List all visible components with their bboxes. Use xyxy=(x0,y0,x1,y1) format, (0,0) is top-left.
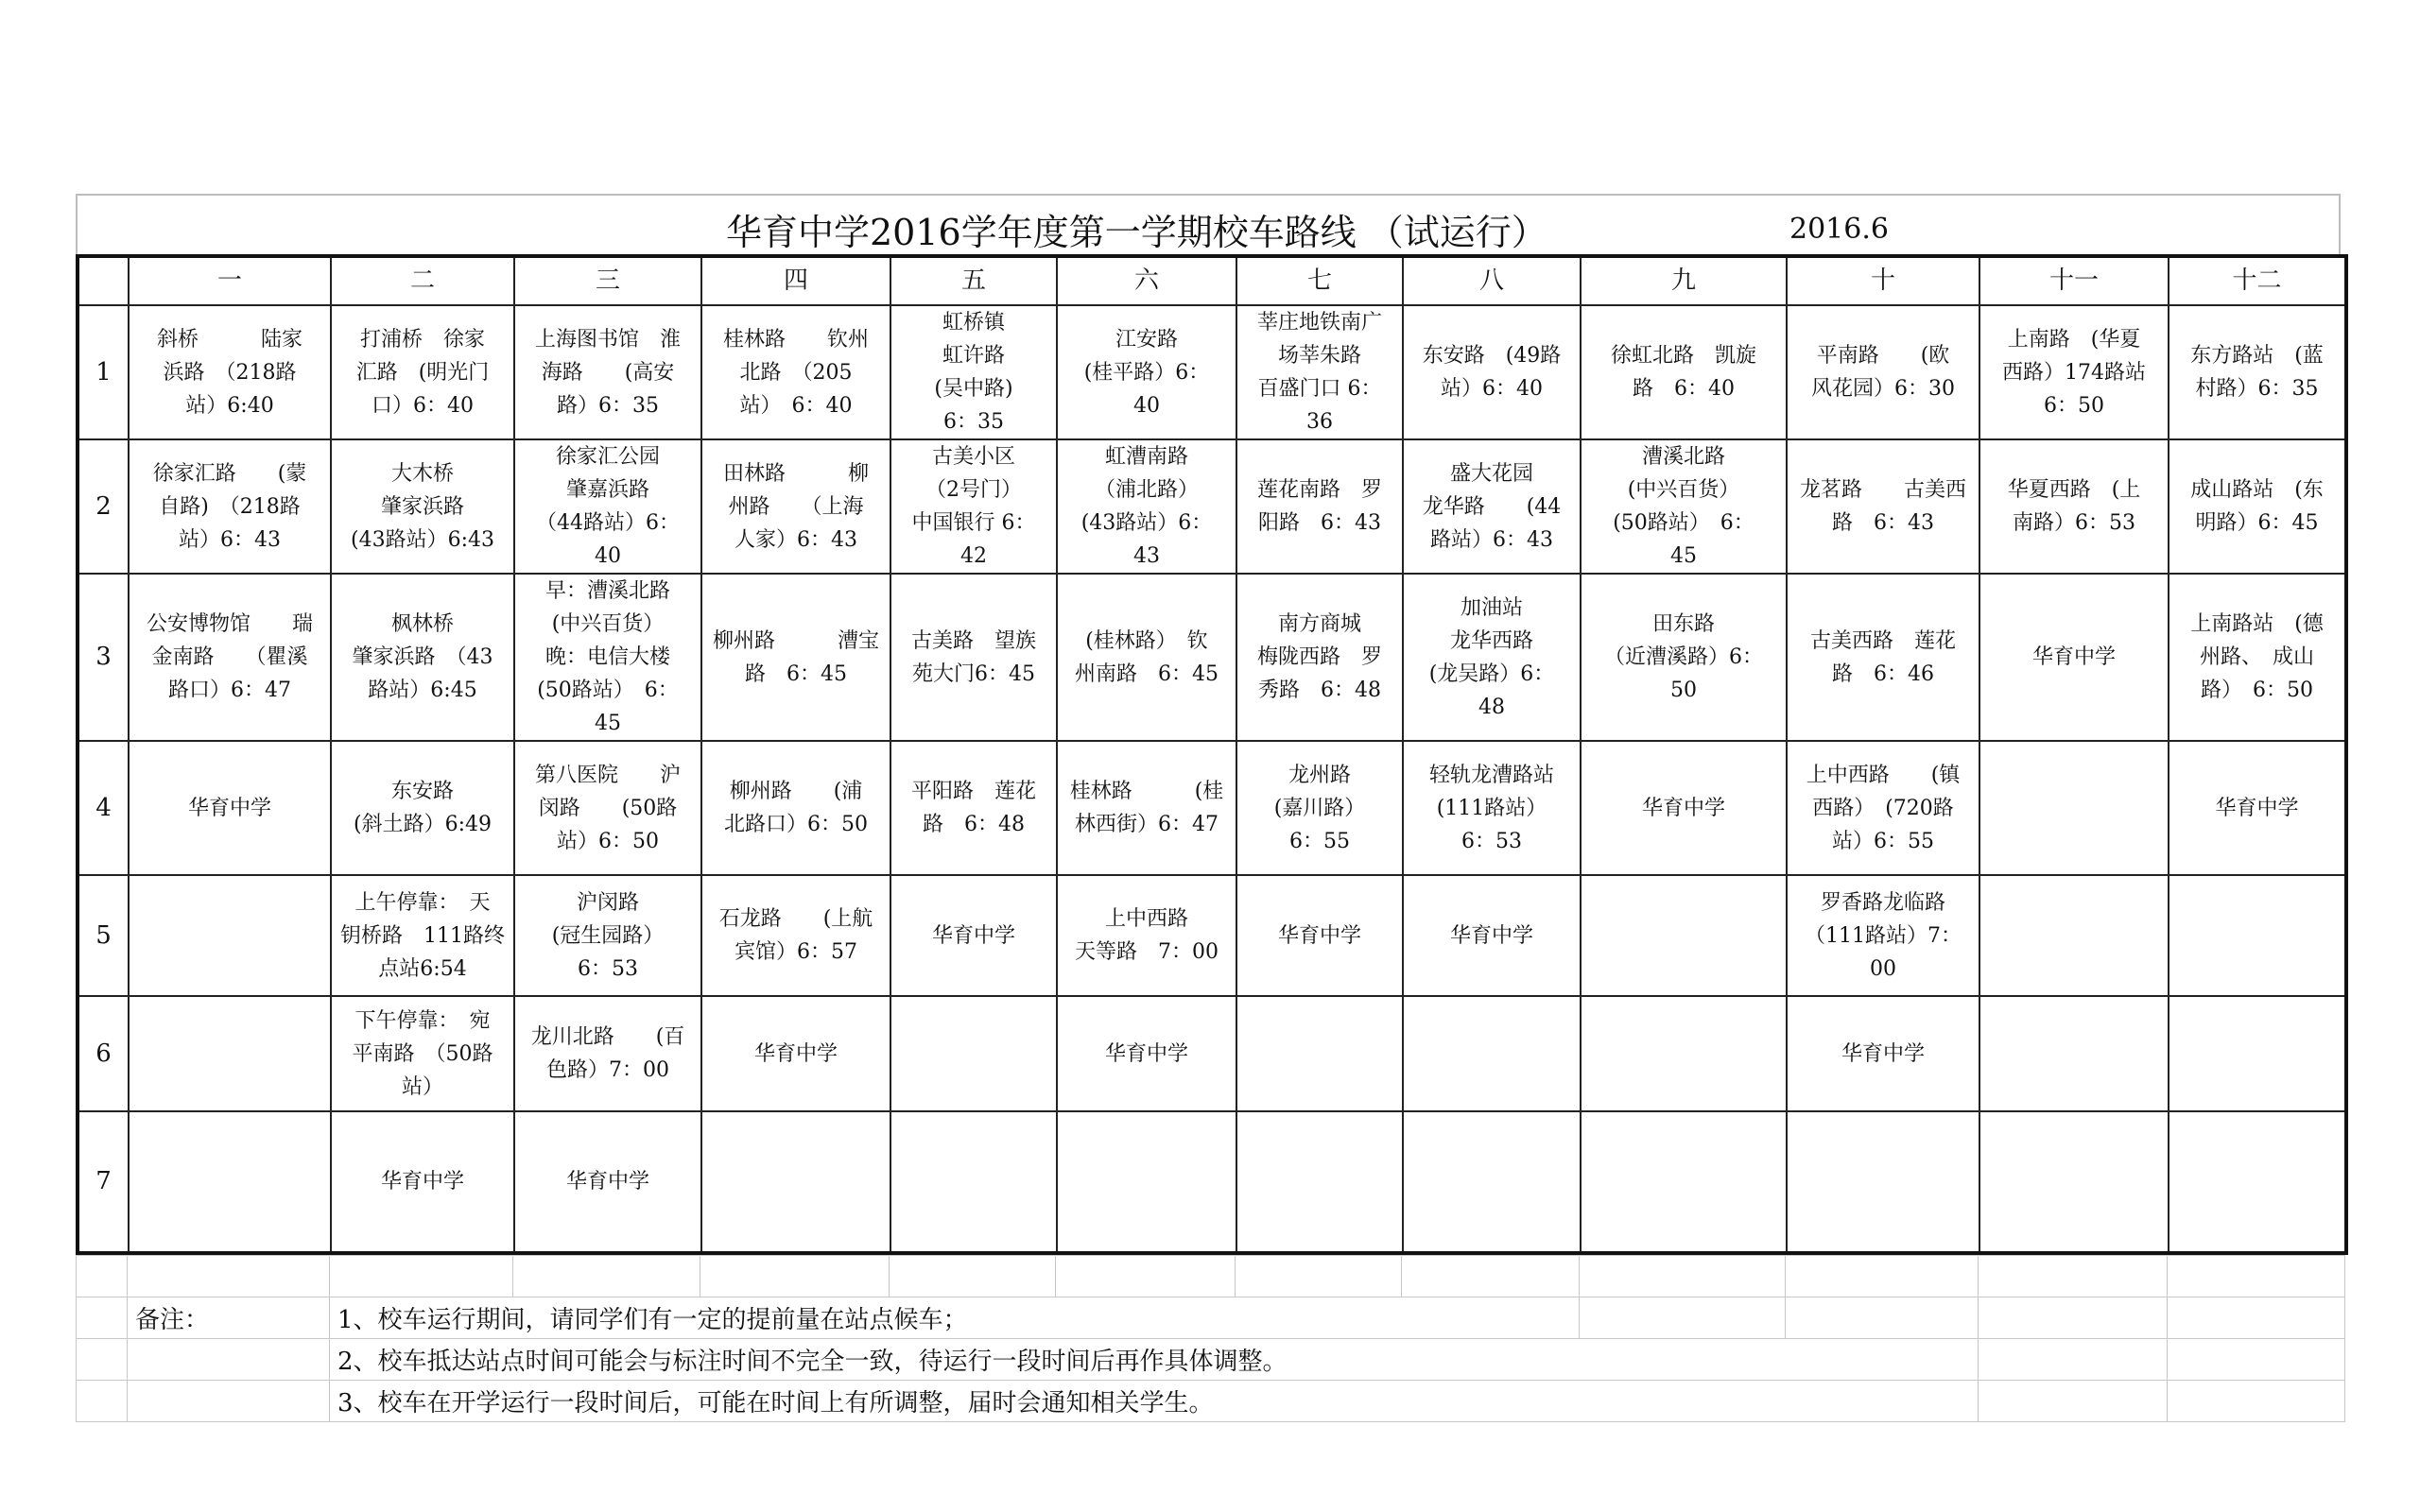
route-header: 二 xyxy=(331,256,514,305)
stop-row xyxy=(78,996,2346,1111)
stop-cell xyxy=(890,996,1057,1111)
notes-row-2 xyxy=(77,1339,2345,1381)
stop-cell xyxy=(129,875,331,996)
stop-cell: 龙川北路 (百 色路）7：00 xyxy=(514,996,701,1111)
stop-cell xyxy=(1236,996,1403,1111)
stop-cell: 龙州路 (嘉川路） 6：55 xyxy=(1236,741,1403,875)
stop-cell: 上南路站 (德 州路、 成山 路） 6：50 xyxy=(2169,574,2346,741)
stop-cell xyxy=(701,1111,890,1253)
stop-number: 1 xyxy=(78,305,129,439)
notes-spacer-row xyxy=(77,1256,2345,1297)
route-header: 一 xyxy=(129,256,331,305)
stop-cell: 盛大花园 龙华路 (44 路站）6：43 xyxy=(1403,439,1581,574)
stop-cell xyxy=(1236,1111,1403,1253)
stop-cell: 柳州路 (浦 北路口）6：50 xyxy=(701,741,890,875)
stop-cell: 枫林桥 肇家浜路 （43 路站）6:45 xyxy=(331,574,514,741)
stop-cell: 桂林路 钦州 北路 （205 站） 6：40 xyxy=(701,305,890,439)
stop-cell xyxy=(2169,996,2346,1111)
stop-cell: 虹桥镇 虹许路 (吴中路) 6：35 xyxy=(890,305,1057,439)
stop-cell: 早：漕溪北路 (中兴百货） 晚：电信大楼 (50路站） 6： 45 xyxy=(514,574,701,741)
stop-cell: 平南路 (欧 风花园）6：30 xyxy=(1787,305,1979,439)
stop-cell xyxy=(1581,996,1787,1111)
title-date: 2016.6 xyxy=(1789,213,1889,246)
stop-cell: 华育中学 xyxy=(2169,741,2346,875)
stop-row xyxy=(78,305,2346,439)
stop-cell: 华育中学 xyxy=(1979,574,2169,741)
stop-cell: 莘庄地铁南广 场莘朱路 百盛门口 6： 36 xyxy=(1236,305,1403,439)
stop-cell xyxy=(1979,741,2169,875)
stop-row xyxy=(78,741,2346,875)
route-header: 十二 xyxy=(2169,256,2346,305)
stop-row xyxy=(78,439,2346,574)
stop-cell: 石龙路 (上航 宾馆）6：57 xyxy=(701,875,890,996)
stop-cell: 罗香路龙临路 （111路站）7： 00 xyxy=(1787,875,1979,996)
stop-cell: 东安路 (斜土路）6:49 xyxy=(331,741,514,875)
title-cell xyxy=(77,195,2340,254)
stop-cell: 古美路 望族 苑大门6：45 xyxy=(890,574,1057,741)
stop-cell: 上海图书馆 淮 海路 (高安 路）6：35 xyxy=(514,305,701,439)
stop-cell: 第八医院 沪 闵路 (50路 站）6：50 xyxy=(514,741,701,875)
route-grid xyxy=(76,254,2348,1255)
stop-number: 4 xyxy=(78,741,129,875)
stop-cell xyxy=(890,1111,1057,1253)
stop-cell: 下午停靠： 宛 平南路 （50路 站） xyxy=(331,996,514,1111)
stop-cell: (桂林路） 钦 州南路 6：45 xyxy=(1057,574,1236,741)
stop-cell: 古美西路 莲花 路 6：46 xyxy=(1787,574,1979,741)
route-header: 三 xyxy=(514,256,701,305)
route-header: 六 xyxy=(1057,256,1236,305)
stop-cell xyxy=(129,996,331,1111)
stop-cell: 加油站 龙华西路 (龙吴路）6： 48 xyxy=(1403,574,1581,741)
stop-row xyxy=(78,574,2346,741)
timetable-sheet xyxy=(76,194,2344,1422)
stop-cell: 华育中学 xyxy=(1787,996,1979,1111)
note-item: 1、校车运行期间，请同学们有一定的提前量在站点候车； xyxy=(330,1297,1580,1339)
stop-cell: 南方商城 梅陇西路 罗 秀路 6：48 xyxy=(1236,574,1403,741)
stop-cell: 斜桥 陆家 浜路 （218路 站）6:40 xyxy=(129,305,331,439)
note-item: 2、校车抵达站点时间可能会与标注时间不完全一致，待运行一段时间后再作具体调整。 xyxy=(330,1339,1979,1381)
stop-cell: 东方路站 (蓝 村路）6：35 xyxy=(2169,305,2346,439)
route-header: 十一 xyxy=(1979,256,2169,305)
stop-cell: 华育中学 xyxy=(701,996,890,1111)
stop-cell: 江安路 (桂平路）6： 40 xyxy=(1057,305,1236,439)
stop-cell xyxy=(1581,1111,1787,1253)
stop-number: 3 xyxy=(78,574,129,741)
stop-cell xyxy=(1979,1111,2169,1253)
stop-cell: 轻轨龙漕路站 (111路站） 6：53 xyxy=(1403,741,1581,875)
stop-cell: 打浦桥 徐家 汇路 (明光门 口）6：40 xyxy=(331,305,514,439)
stop-cell: 成山路站 (东 明路）6：45 xyxy=(2169,439,2346,574)
stop-cell xyxy=(1979,996,2169,1111)
route-header: 七 xyxy=(1236,256,1403,305)
stop-cell: 田东路 （近漕溪路）6： 50 xyxy=(1581,574,1787,741)
stop-cell xyxy=(1403,996,1581,1111)
stop-cell: 徐虹北路 凯旋 路 6：40 xyxy=(1581,305,1787,439)
stop-cell: 华育中学 xyxy=(1057,996,1236,1111)
stop-cell: 龙茗路 古美西 路 6：43 xyxy=(1787,439,1979,574)
stop-cell xyxy=(2169,1111,2346,1253)
stop-cell: 华育中学 xyxy=(1403,875,1581,996)
stop-cell xyxy=(1979,875,2169,996)
stop-row xyxy=(78,875,2346,996)
stop-number: 5 xyxy=(78,875,129,996)
stop-cell: 上南路 (华夏 西路）174路站 6：50 xyxy=(1979,305,2169,439)
stop-number: 6 xyxy=(78,996,129,1111)
stop-cell: 虹漕南路 （浦北路） (43路站）6： 43 xyxy=(1057,439,1236,574)
stop-cell: 漕溪北路 (中兴百货） (50路站） 6： 45 xyxy=(1581,439,1787,574)
stop-cell xyxy=(1787,1111,1979,1253)
stop-cell: 华育中学 xyxy=(129,741,331,875)
stop-cell: 上中西路 (镇 西路） (720路 站）6：55 xyxy=(1787,741,1979,875)
stop-cell: 大木桥 肇家浜路 (43路站）6:43 xyxy=(331,439,514,574)
stop-cell: 华育中学 xyxy=(331,1111,514,1253)
stop-cell: 东安路 (49路 站）6：40 xyxy=(1403,305,1581,439)
stop-cell: 华夏西路 (上 南路）6：53 xyxy=(1979,439,2169,574)
stop-cell: 上中西路 天等路 7：00 xyxy=(1057,875,1236,996)
stop-cell: 徐家汇路 (蒙 自路) （218路 站）6：43 xyxy=(129,439,331,574)
route-header-row xyxy=(78,256,2346,305)
stop-cell: 桂林路 (桂 林西街）6：47 xyxy=(1057,741,1236,875)
stop-cell xyxy=(1581,875,1787,996)
route-header: 五 xyxy=(890,256,1057,305)
stop-cell: 田林路 柳 州路 （上海 人家）6：43 xyxy=(701,439,890,574)
stop-cell: 上午停靠： 天 钥桥路 111路终 点站6:54 xyxy=(331,875,514,996)
route-header: 九 xyxy=(1581,256,1787,305)
stop-cell: 沪闵路 (冠生园路） 6：53 xyxy=(514,875,701,996)
header-corner xyxy=(78,256,129,305)
route-header: 十 xyxy=(1787,256,1979,305)
page-title: 华育中学2016学年度第一学期校车路线 （试运行） xyxy=(726,212,1547,253)
stop-cell: 平阳路 莲花 路 6：48 xyxy=(890,741,1057,875)
stop-cell xyxy=(2169,875,2346,996)
route-header: 四 xyxy=(701,256,890,305)
stop-cell xyxy=(1057,1111,1236,1253)
notes-row-1 xyxy=(77,1297,2345,1339)
stop-cell: 柳州路 漕宝 路 6：45 xyxy=(701,574,890,741)
stop-cell: 华育中学 xyxy=(1581,741,1787,875)
stop-cell: 莲花南路 罗 阳路 6：43 xyxy=(1236,439,1403,574)
stop-cell: 华育中学 xyxy=(890,875,1057,996)
stop-row xyxy=(78,1111,2346,1253)
title-table xyxy=(76,194,2341,254)
notes-label: 备注： xyxy=(128,1297,330,1339)
stop-number: 2 xyxy=(78,439,129,574)
stop-cell: 华育中学 xyxy=(514,1111,701,1253)
stop-cell xyxy=(1403,1111,1581,1253)
stop-number: 7 xyxy=(78,1111,129,1253)
stop-cell xyxy=(129,1111,331,1253)
stop-cell: 华育中学 xyxy=(1236,875,1403,996)
stop-cell: 徐家汇公园 肇嘉浜路 （44路站）6： 40 xyxy=(514,439,701,574)
notes-row-3 xyxy=(77,1381,2345,1422)
stop-cell: 公安博物馆 瑞 金南路 （瞿溪 路口）6：47 xyxy=(129,574,331,741)
note-item: 3、校车在开学运行一段时间后，可能在时间上有所调整，届时会通知相关学生。 xyxy=(330,1381,1979,1422)
route-header: 八 xyxy=(1403,256,1581,305)
notes-table xyxy=(76,1255,2345,1422)
stop-cell: 古美小区 （2号门） 中国银行 6： 42 xyxy=(890,439,1057,574)
